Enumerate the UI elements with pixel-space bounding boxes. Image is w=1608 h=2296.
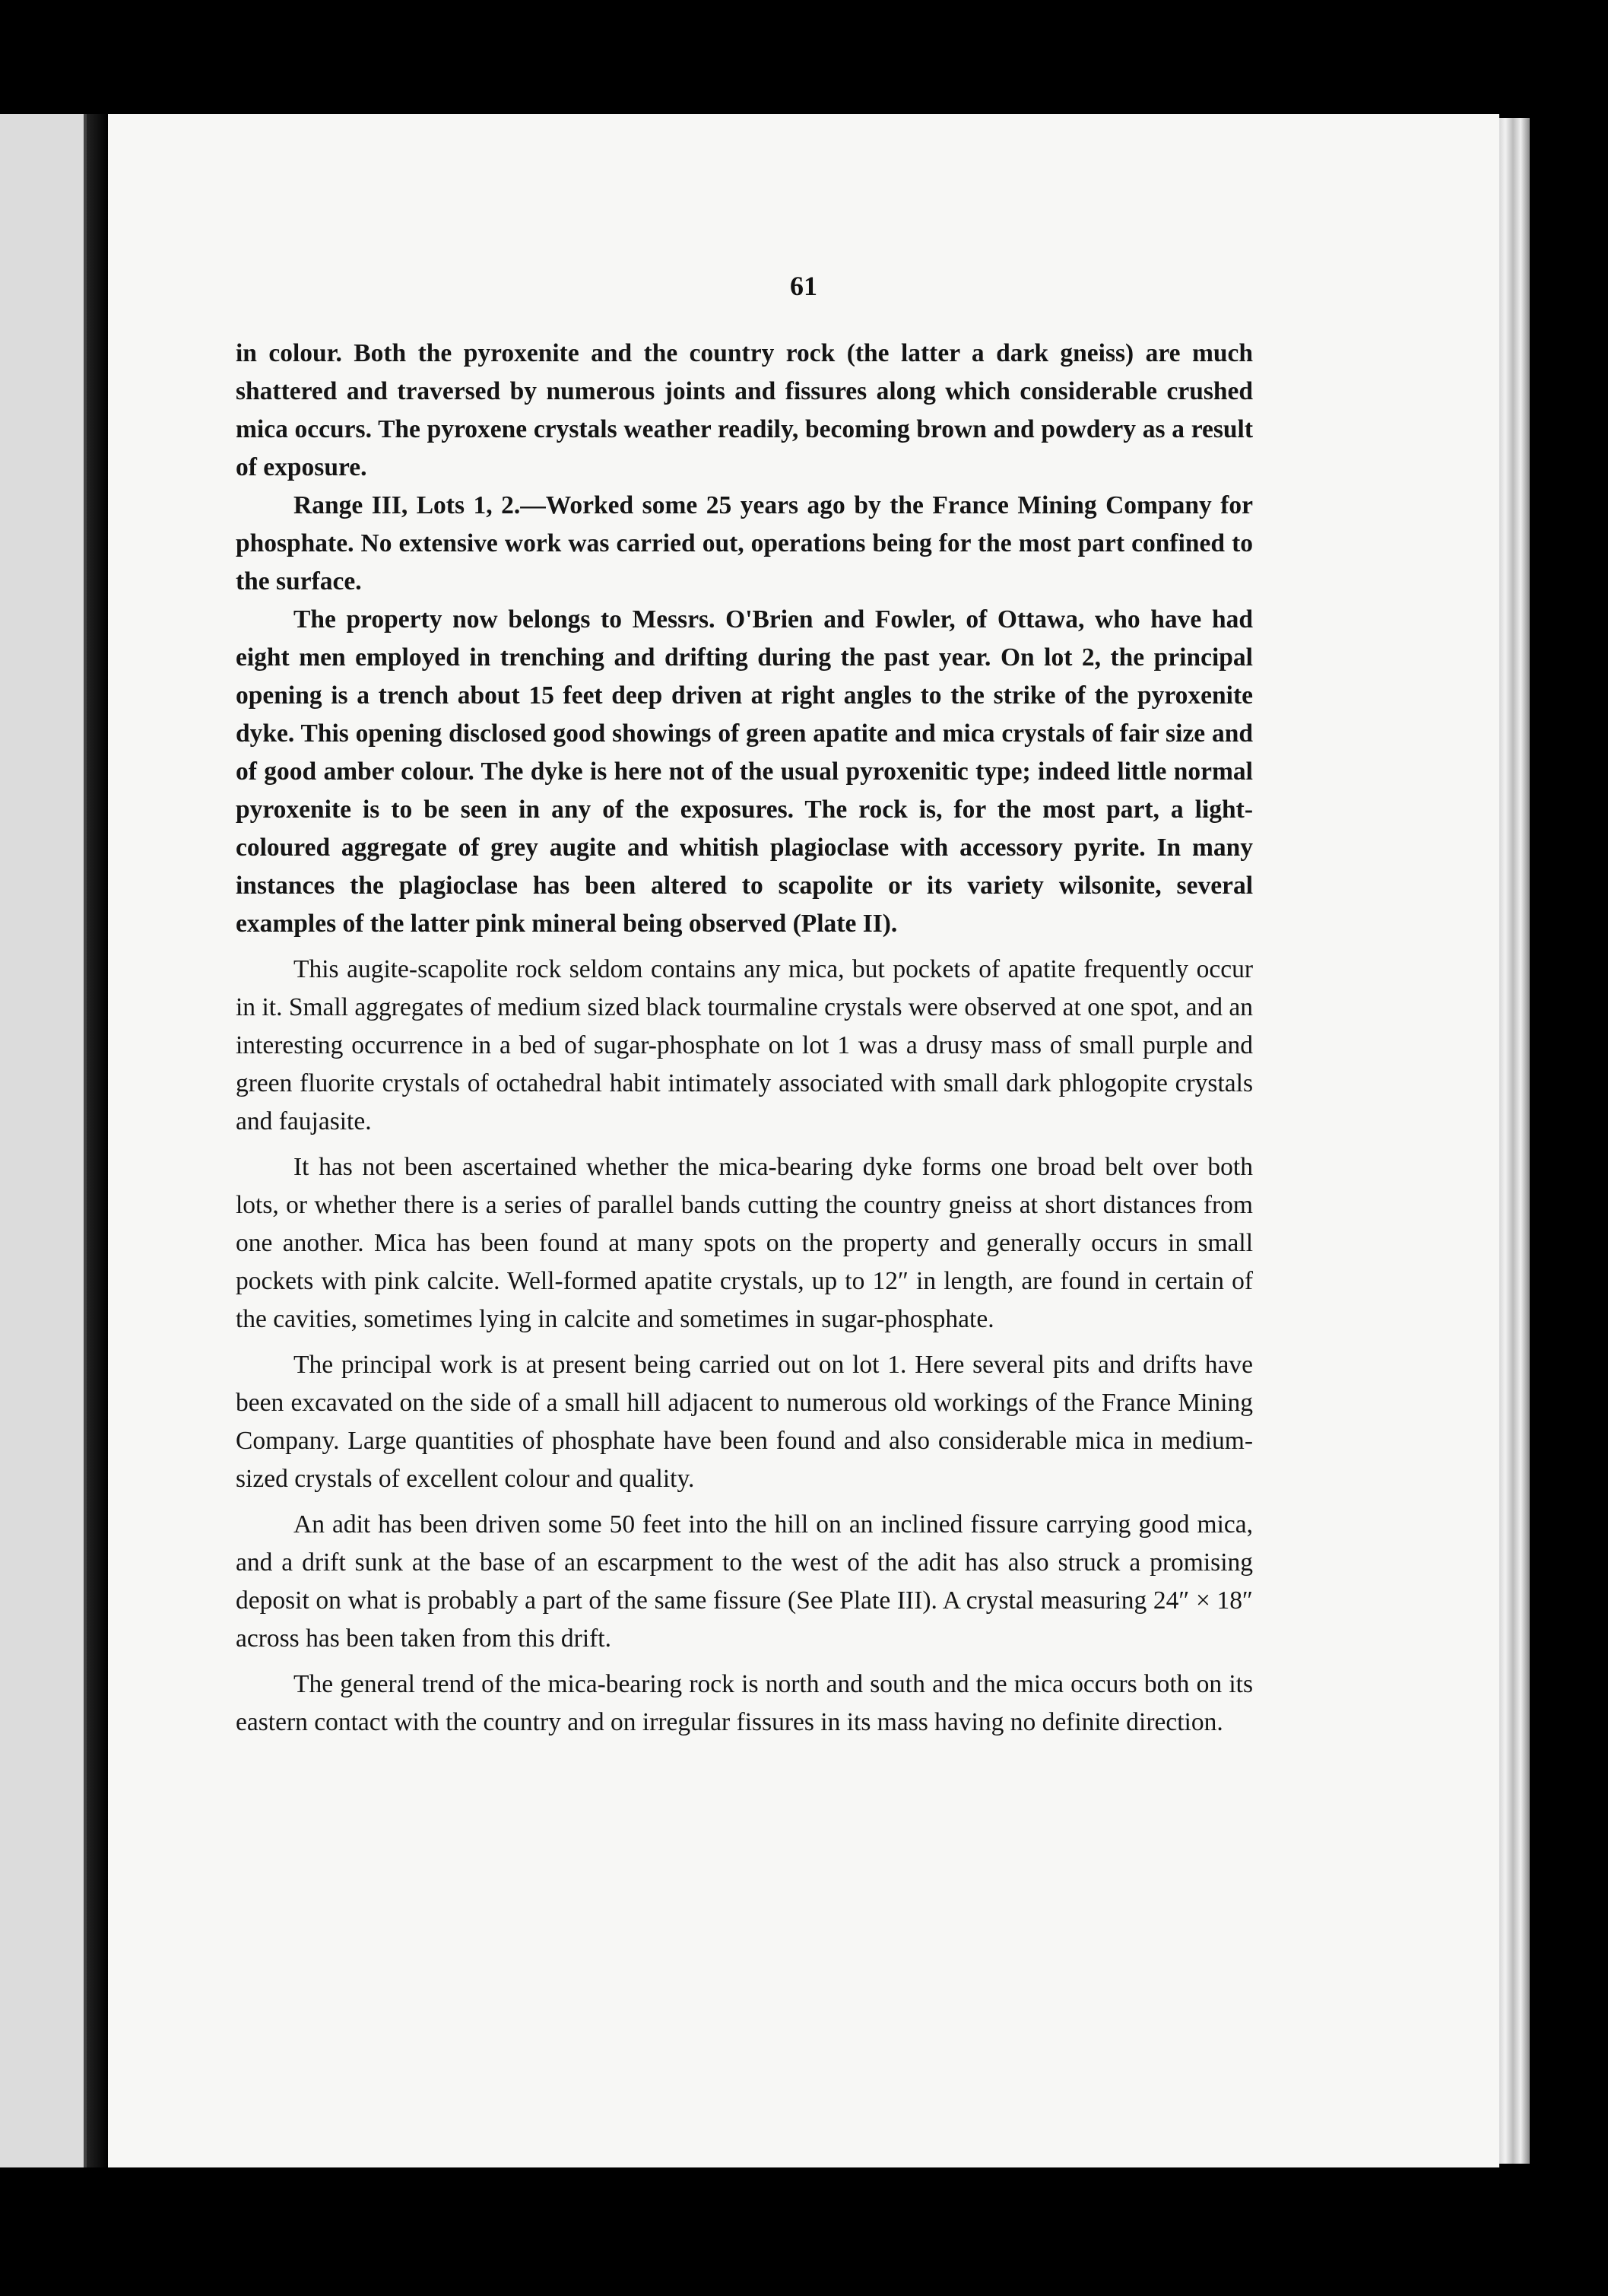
paragraph: The general trend of the mica-bearing rock is north and south and the mica occurs both on its eastern contact with the country and on irregular fissures in its mass having no definite direction. <box>236 1670 1253 1736</box>
paragraph: An adit has been driven some 50 feet into the hill on an inclined fissure carrying good mica, and a drift sunk at the base of an escarpment to the west of the adit has also struck a promising deposit on what is probably a part of the same fissure (See Plate III). A crystal measuring 24″ × 18″ across has been taken from this drift. <box>236 1510 1253 1653</box>
paragraph: in colour. Both the pyroxenite and the country rock (the latter a dark gneiss) are much shattered and traversed by numerous joints and fissures along which considerable crushed mica occurs. The pyroxene crystals weather readily, becoming brown and powdery as a result of exposure. <box>236 339 1253 481</box>
paragraph: Range III, Lots 1, 2.—Worked some 25 years ago by the France Mining Company for phosphate. No extensive work was carried out, operations being for the most part confined to the surface. <box>236 491 1253 595</box>
paragraph: The property now belongs to Messrs. O'Brien and Fowler, of Ottawa, who have had eight men employed in trenching and drifting during the past year. On lot 2, the principal opening is a trench about 15 feet deep driven at right angles to the strike of the pyroxenite dyke. This opening disclosed good showings of green apatite and mica crystals of fair size and of good amber colour. The dyke is here not of the usual pyroxenitic type; indeed little normal pyroxenite is to be seen in any of the exposures. The rock is, for the most part, a light-coloured aggregate of grey augite and whitish plagioclase with accessory pyrite. In many instances the plagioclase has been altered to scapolite or its variety wilsonite, several examples of the latter pink mineral being observed (Plate II). <box>236 605 1253 938</box>
facing-page-edge <box>0 114 87 2167</box>
page-stack-edge <box>1499 118 1530 2164</box>
book-gutter <box>87 114 108 2167</box>
paragraph: The principal work is at present being carried out on lot 1. Here several pits and drifts have been excavated on the side of a small hill adjacent to numerous old workings of the France Mining Company. Large quantities of phosphate have been found and also considerable mica in medium-sized crystals of excellent colour and quality. <box>236 1351 1253 1493</box>
paragraph: This augite-scapolite rock seldom contains any mica, but pockets of apatite frequently occur in it. Small aggregates of medium sized black tourmaline crystals were observed at one spot, and an interesting occurrence in a bed of sugar-phosphate on lot 1 was a drusy mass of small purple and green fluorite crystals of octahedral habit intimately associated with small dark phlogopite crystals and faujasite. <box>236 955 1253 1135</box>
paragraph: It has not been ascertained whether the mica-bearing dyke forms one broad belt over both lots, or whether there is a series of parallel bands cutting the country gneiss at short distances from one another. Mica has been found at many spots on the property and generally occurs in small pockets with pink calcite. Well-formed apatite crystals, up to 12″ in length, are found in certain of the cavities, sometimes lying in calcite and sometimes in sugar-phosphate. <box>236 1153 1253 1333</box>
body-text <box>236 335 1253 1742</box>
page-number: 61 <box>790 271 817 301</box>
